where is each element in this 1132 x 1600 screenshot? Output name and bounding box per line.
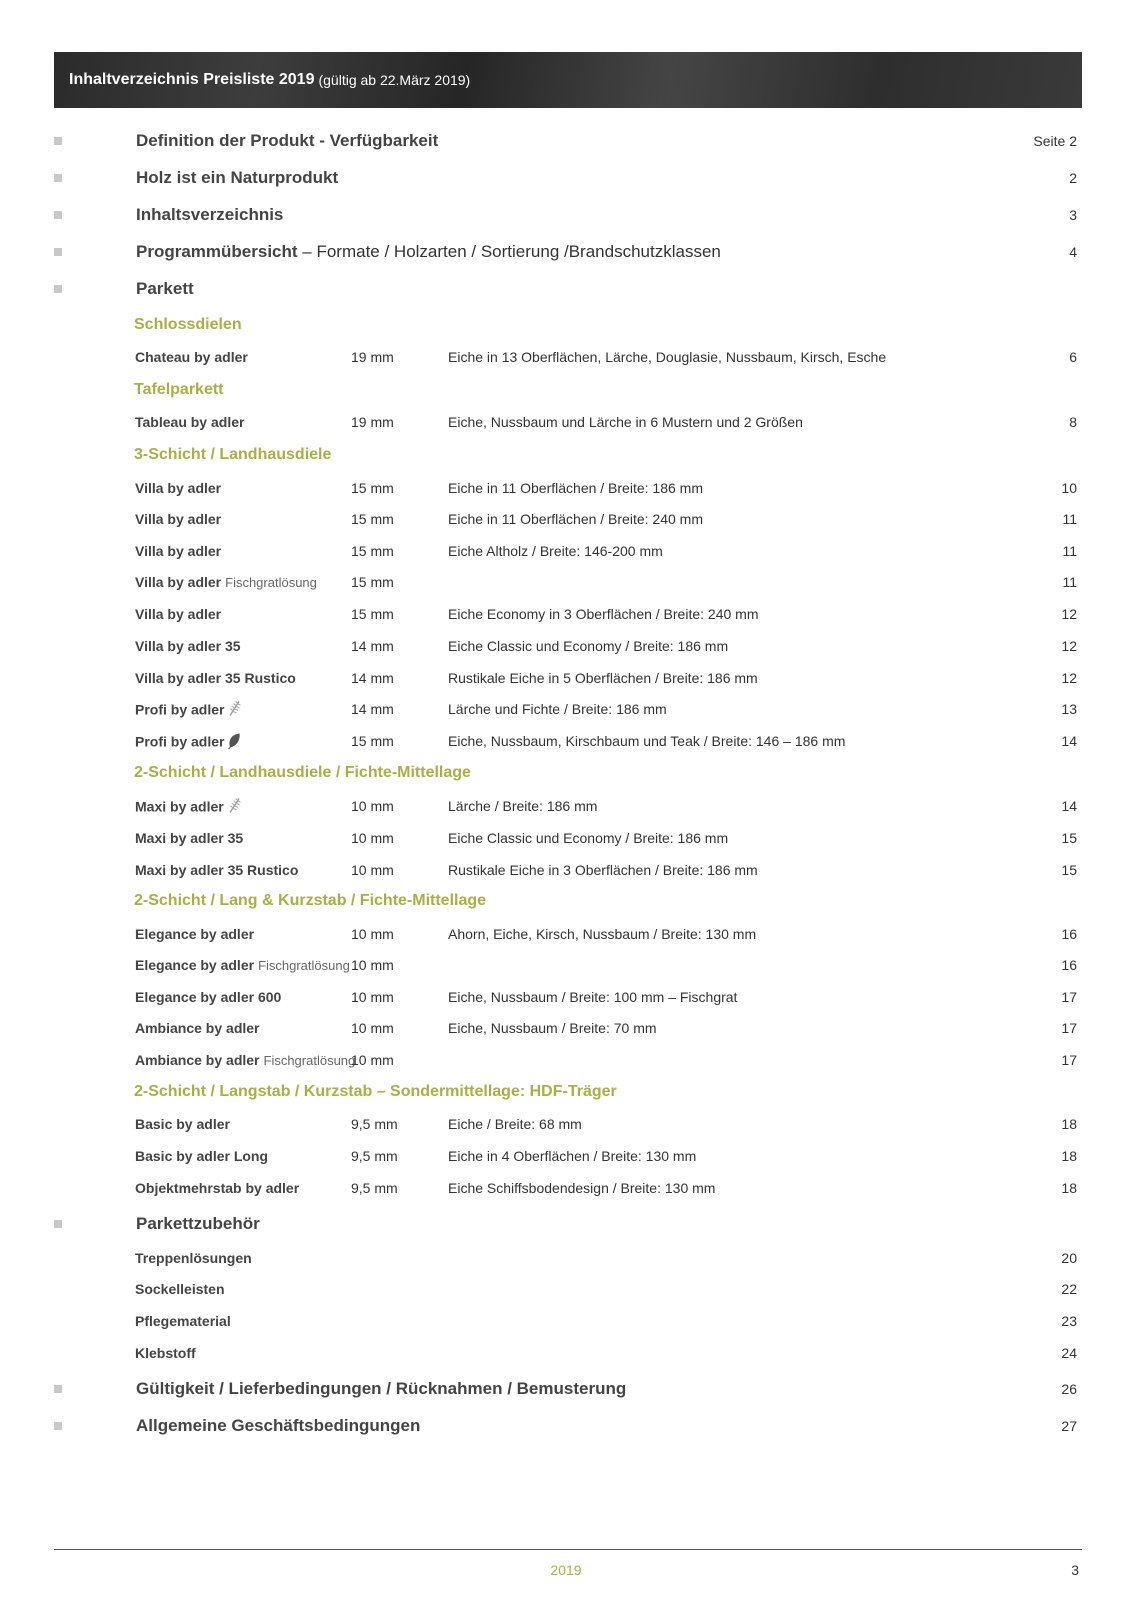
product-name-text: Maxi by adler 35 [135, 830, 244, 846]
product-name-text: Profi by adler [135, 701, 225, 718]
toc-page-number: 2 [1069, 170, 1077, 186]
category-label: Tafelparkett [134, 381, 224, 398]
product-name-text: Basic by adler Long [135, 1148, 269, 1164]
toc-product-row [0, 599, 1132, 629]
product-name [135, 989, 281, 1005]
product-description: Rustikale Eiche in 3 Oberflächen / Breite: 186 mm [448, 862, 758, 878]
product-name-text: Villa by adler [135, 480, 222, 496]
toc-product-row [0, 1141, 1132, 1171]
toc-page-number: 16 [1061, 957, 1077, 973]
toc-entry-label [136, 1379, 626, 1399]
product-thickness: 15 mm [351, 574, 394, 590]
product-name [135, 480, 221, 496]
toc-main-entry [0, 1374, 1132, 1404]
product-name [135, 701, 241, 718]
toc-entry-title: Definition der Produkt - Verfügbarkeit [136, 131, 439, 150]
toc-category-heading [0, 310, 1132, 340]
product-thickness: 14 mm [351, 701, 394, 717]
product-description: Eiche in 11 Oberflächen / Breite: 186 mm [448, 480, 703, 496]
toc-entry-label [136, 168, 338, 188]
toc-product-row [0, 1045, 1132, 1075]
accessory-label: Sockelleisten [135, 1281, 225, 1297]
toc-page-number: 11 [1062, 543, 1077, 559]
product-name-text: Basic by adler [135, 1116, 230, 1132]
toc-main-entry [0, 1209, 1132, 1239]
product-description: Eiche in 13 Oberflächen, Lärche, Douglasie, Nussbaum, Kirsch, Esche [448, 349, 887, 365]
product-thickness: 9,5 mm [351, 1148, 398, 1164]
toc-main-entry [0, 274, 1132, 304]
toc-entry-title: Parkett [136, 279, 194, 298]
toc-page-number: 26 [1061, 1381, 1077, 1397]
toc-product-row [0, 791, 1132, 821]
toc-entry-label [136, 131, 438, 151]
toc-page-number: 6 [1069, 349, 1077, 365]
toc-category-heading [0, 375, 1132, 405]
toc-product-row [0, 1013, 1132, 1043]
product-name-text: Maxi by adler 35 Rustico [135, 862, 299, 878]
toc-entry-label [136, 1214, 260, 1234]
product-thickness: 10 mm [351, 926, 394, 942]
bullet-square-icon [54, 137, 62, 145]
toc-category-heading [0, 886, 1132, 916]
conifer-icon [227, 798, 241, 815]
product-description: Eiche Altholz / Breite: 146-200 mm [448, 543, 663, 559]
toc-product-row [0, 407, 1132, 437]
product-thickness: 14 mm [351, 638, 394, 654]
toc-accessory-row [0, 1306, 1132, 1336]
product-name [135, 349, 248, 365]
toc-category-heading [0, 758, 1132, 788]
product-thickness: 10 mm [351, 830, 394, 846]
product-thickness: 15 mm [351, 606, 394, 622]
toc-product-row [0, 1109, 1132, 1139]
toc-page-number: 11 [1062, 511, 1077, 527]
toc-product-row [0, 536, 1132, 566]
toc-product-row [0, 631, 1132, 661]
toc-product-row [0, 567, 1132, 597]
toc-entry-label [136, 242, 721, 262]
toc-accessory-row [0, 1243, 1132, 1273]
product-name-text: Chateau by adler [135, 349, 248, 365]
toc-product-row [0, 726, 1132, 756]
category-label: 2-Schicht / Landhausdiele / Fichte-Mittellage [134, 764, 471, 781]
toc-page-number: 4 [1069, 244, 1077, 260]
toc-page-number: 17 [1061, 1052, 1077, 1068]
toc-product-row [0, 982, 1132, 1012]
toc-product-row [0, 855, 1132, 885]
product-name-text: Villa by adler 35 Rustico [135, 670, 296, 686]
product-name [135, 926, 254, 942]
category-label: 2-Schicht / Langstab / Kurzstab – Sondermittellage: HDF-Träger [134, 1083, 617, 1100]
product-name-text: Villa by adler [135, 574, 222, 590]
product-name [135, 414, 244, 430]
toc-product-row [0, 1173, 1132, 1203]
toc-product-row [0, 473, 1132, 503]
toc-page-number: 12 [1061, 670, 1077, 686]
product-thickness: 10 mm [351, 1052, 394, 1068]
product-thickness: 9,5 mm [351, 1180, 398, 1196]
product-thickness: 10 mm [351, 989, 394, 1005]
bullet-square-icon [54, 1220, 62, 1228]
toc-product-row [0, 919, 1132, 949]
product-thickness: 9,5 mm [351, 1116, 398, 1132]
footer-year: 2019 [550, 1562, 582, 1578]
product-name-text: Villa by adler [135, 543, 222, 559]
toc-entry-label [136, 279, 194, 299]
header-title: Inhaltverzeichnis Preisliste 2019 [69, 71, 315, 88]
toc-product-row [0, 823, 1132, 853]
product-note: Fischgratlösung [258, 958, 350, 973]
product-name-text: Objektmehrstab by adler [135, 1180, 300, 1196]
product-name-text: Villa by adler 35 [135, 638, 241, 654]
product-description: Eiche Classic und Economy / Breite: 186 mm [448, 830, 729, 846]
product-name [135, 574, 317, 590]
accessory-label: Klebstoff [135, 1345, 196, 1361]
toc-entry-title: Parkettzubehör [136, 1214, 260, 1233]
toc-accessory-row [0, 1338, 1132, 1368]
toc-page-number: 20 [1061, 1250, 1077, 1266]
product-name-text: Elegance by adler 600 [135, 989, 282, 1005]
toc-main-entry [0, 126, 1132, 156]
toc-page-number: 22 [1061, 1281, 1077, 1297]
footer-page-number: 3 [1071, 1562, 1079, 1578]
product-description: Eiche in 4 Oberflächen / Breite: 130 mm [448, 1148, 697, 1164]
product-name [135, 957, 350, 973]
toc-main-entry [0, 200, 1132, 230]
product-thickness: 10 mm [351, 1020, 394, 1036]
product-name [135, 638, 241, 654]
toc-product-row [0, 663, 1132, 693]
product-name [135, 1180, 299, 1196]
toc-page-number: 11 [1062, 574, 1077, 590]
product-name [135, 543, 221, 559]
toc-page-number: 24 [1061, 1345, 1077, 1361]
product-name-text: Tableau by adler [135, 414, 245, 430]
product-name-text: Elegance by adler [135, 957, 255, 973]
product-name-text: Villa by adler [135, 511, 222, 527]
bullet-square-icon [54, 285, 62, 293]
product-thickness: 19 mm [351, 349, 394, 365]
toc-page-number: 18 [1061, 1180, 1077, 1196]
product-name [135, 1116, 230, 1132]
product-name-text: Villa by adler [135, 606, 222, 622]
toc-main-entry [0, 237, 1132, 267]
toc-page-number: 8 [1069, 414, 1077, 430]
accessory-label: Treppenlösungen [135, 1250, 252, 1266]
toc-entry-title: Inhaltsverzeichnis [136, 205, 284, 224]
toc-entry-suffix: – Formate / Holzarten / Sortierung /Brandschutzklassen [297, 242, 721, 261]
toc-page-number: 15 [1061, 830, 1077, 846]
toc-page-number: 18 [1061, 1116, 1077, 1132]
toc-page-number: 14 [1061, 798, 1077, 814]
bullet-square-icon [54, 174, 62, 182]
product-thickness: 14 mm [351, 670, 394, 686]
toc-product-row [0, 950, 1132, 980]
toc-product-row [0, 504, 1132, 534]
product-description: Eiche in 11 Oberflächen / Breite: 240 mm [448, 511, 703, 527]
toc-main-entry [0, 163, 1132, 193]
toc-page-number: 14 [1061, 733, 1077, 749]
product-name [135, 606, 221, 622]
product-thickness: 15 mm [351, 543, 394, 559]
toc-accessory-row [0, 1274, 1132, 1304]
leaf-icon [227, 733, 241, 750]
product-thickness: 15 mm [351, 511, 394, 527]
product-name [135, 511, 221, 527]
product-thickness: 10 mm [351, 957, 394, 973]
category-label: 3-Schicht / Landhausdiele [134, 446, 332, 463]
product-description: Eiche, Nussbaum / Breite: 100 mm – Fischgrat [448, 989, 738, 1005]
toc-page-number: 15 [1061, 862, 1077, 878]
product-description: Eiche Classic und Economy / Breite: 186 mm [448, 638, 729, 654]
product-description: Eiche Schiffsbodendesign / Breite: 130 mm [448, 1180, 716, 1196]
toc-page-number: Seite 2 [1033, 133, 1077, 149]
conifer-icon [227, 701, 241, 718]
toc-entry-label [136, 205, 283, 225]
product-thickness: 10 mm [351, 862, 394, 878]
product-name [135, 1020, 260, 1036]
toc-entry-label [136, 1416, 420, 1436]
bullet-square-icon [54, 248, 62, 256]
product-name [135, 862, 298, 878]
product-name-text: Maxi by adler [135, 798, 224, 815]
toc-page-number: 23 [1061, 1313, 1077, 1329]
toc-page-number: 13 [1061, 701, 1077, 717]
toc-page-number: 27 [1061, 1418, 1077, 1434]
bullet-square-icon [54, 1422, 62, 1430]
toc-product-row [0, 342, 1132, 372]
product-description: Eiche, Nussbaum / Breite: 70 mm [448, 1020, 657, 1036]
toc-entry-title: Holz ist ein Naturprodukt [136, 168, 339, 187]
toc-page-number: 10 [1061, 480, 1077, 496]
accessory-label: Pflegematerial [135, 1313, 231, 1329]
product-description: Eiche / Breite: 68 mm [448, 1116, 582, 1132]
product-description: Ahorn, Eiche, Kirsch, Nussbaum / Breite: 130 mm [448, 926, 757, 942]
toc-page-number: 12 [1061, 638, 1077, 654]
product-note: Fischgratlösung [263, 1053, 356, 1068]
product-name [135, 830, 243, 846]
header-subtitle: (gültig ab 22.März 2019) [318, 72, 471, 88]
product-description: Eiche Economy in 3 Oberflächen / Breite: 240 mm [448, 606, 759, 622]
product-thickness: 10 mm [351, 798, 394, 814]
category-label: 2-Schicht / Lang & Kurzstab / Fichte-Mittellage [134, 892, 487, 909]
toc-page-number: 3 [1069, 207, 1077, 223]
bullet-square-icon [54, 211, 62, 219]
product-name-text: Ambiance by adler [135, 1020, 260, 1036]
footer-divider [54, 1549, 1082, 1550]
product-name [135, 798, 241, 815]
toc-product-row [0, 694, 1132, 724]
product-name [135, 1052, 355, 1068]
product-description: Lärche und Fichte / Breite: 186 mm [448, 701, 667, 717]
toc-page-number: 17 [1061, 989, 1077, 1005]
product-name [135, 1148, 268, 1164]
product-note: Fischgratlösung [225, 575, 317, 590]
toc-page-number: 18 [1061, 1148, 1077, 1164]
product-name-text: Profi by adler [135, 733, 225, 750]
toc-page-number: 12 [1061, 606, 1077, 622]
toc-main-entry [0, 1411, 1132, 1441]
product-name-text: Ambiance by adler [135, 1052, 260, 1068]
product-thickness: 15 mm [351, 733, 394, 749]
product-description: Eiche, Nussbaum, Kirschbaum und Teak / Breite: 146 – 186 mm [448, 733, 846, 749]
product-thickness: 15 mm [351, 480, 394, 496]
toc-category-heading [0, 440, 1132, 470]
product-description: Eiche, Nussbaum und Lärche in 6 Mustern und 2 Größen [448, 414, 803, 430]
toc-category-heading [0, 1077, 1132, 1107]
header-banner [54, 52, 1082, 108]
toc-entry-title: Programmübersicht [136, 242, 298, 261]
toc-entry-title: Allgemeine Geschäftsbedingungen [136, 1416, 421, 1435]
bullet-square-icon [54, 1385, 62, 1393]
category-label: Schlossdielen [134, 316, 242, 333]
product-description: Rustikale Eiche in 5 Oberflächen / Breite: 186 mm [448, 670, 758, 686]
product-name [135, 670, 296, 686]
product-name [135, 733, 241, 750]
product-description: Lärche / Breite: 186 mm [448, 798, 598, 814]
product-thickness: 19 mm [351, 414, 394, 430]
product-name-text: Elegance by adler [135, 926, 255, 942]
toc-page-number: 17 [1061, 1020, 1077, 1036]
toc-page-number: 16 [1061, 926, 1077, 942]
toc-entry-title: Gültigkeit / Lieferbedingungen / Rücknahmen / Bemusterung [136, 1379, 627, 1398]
